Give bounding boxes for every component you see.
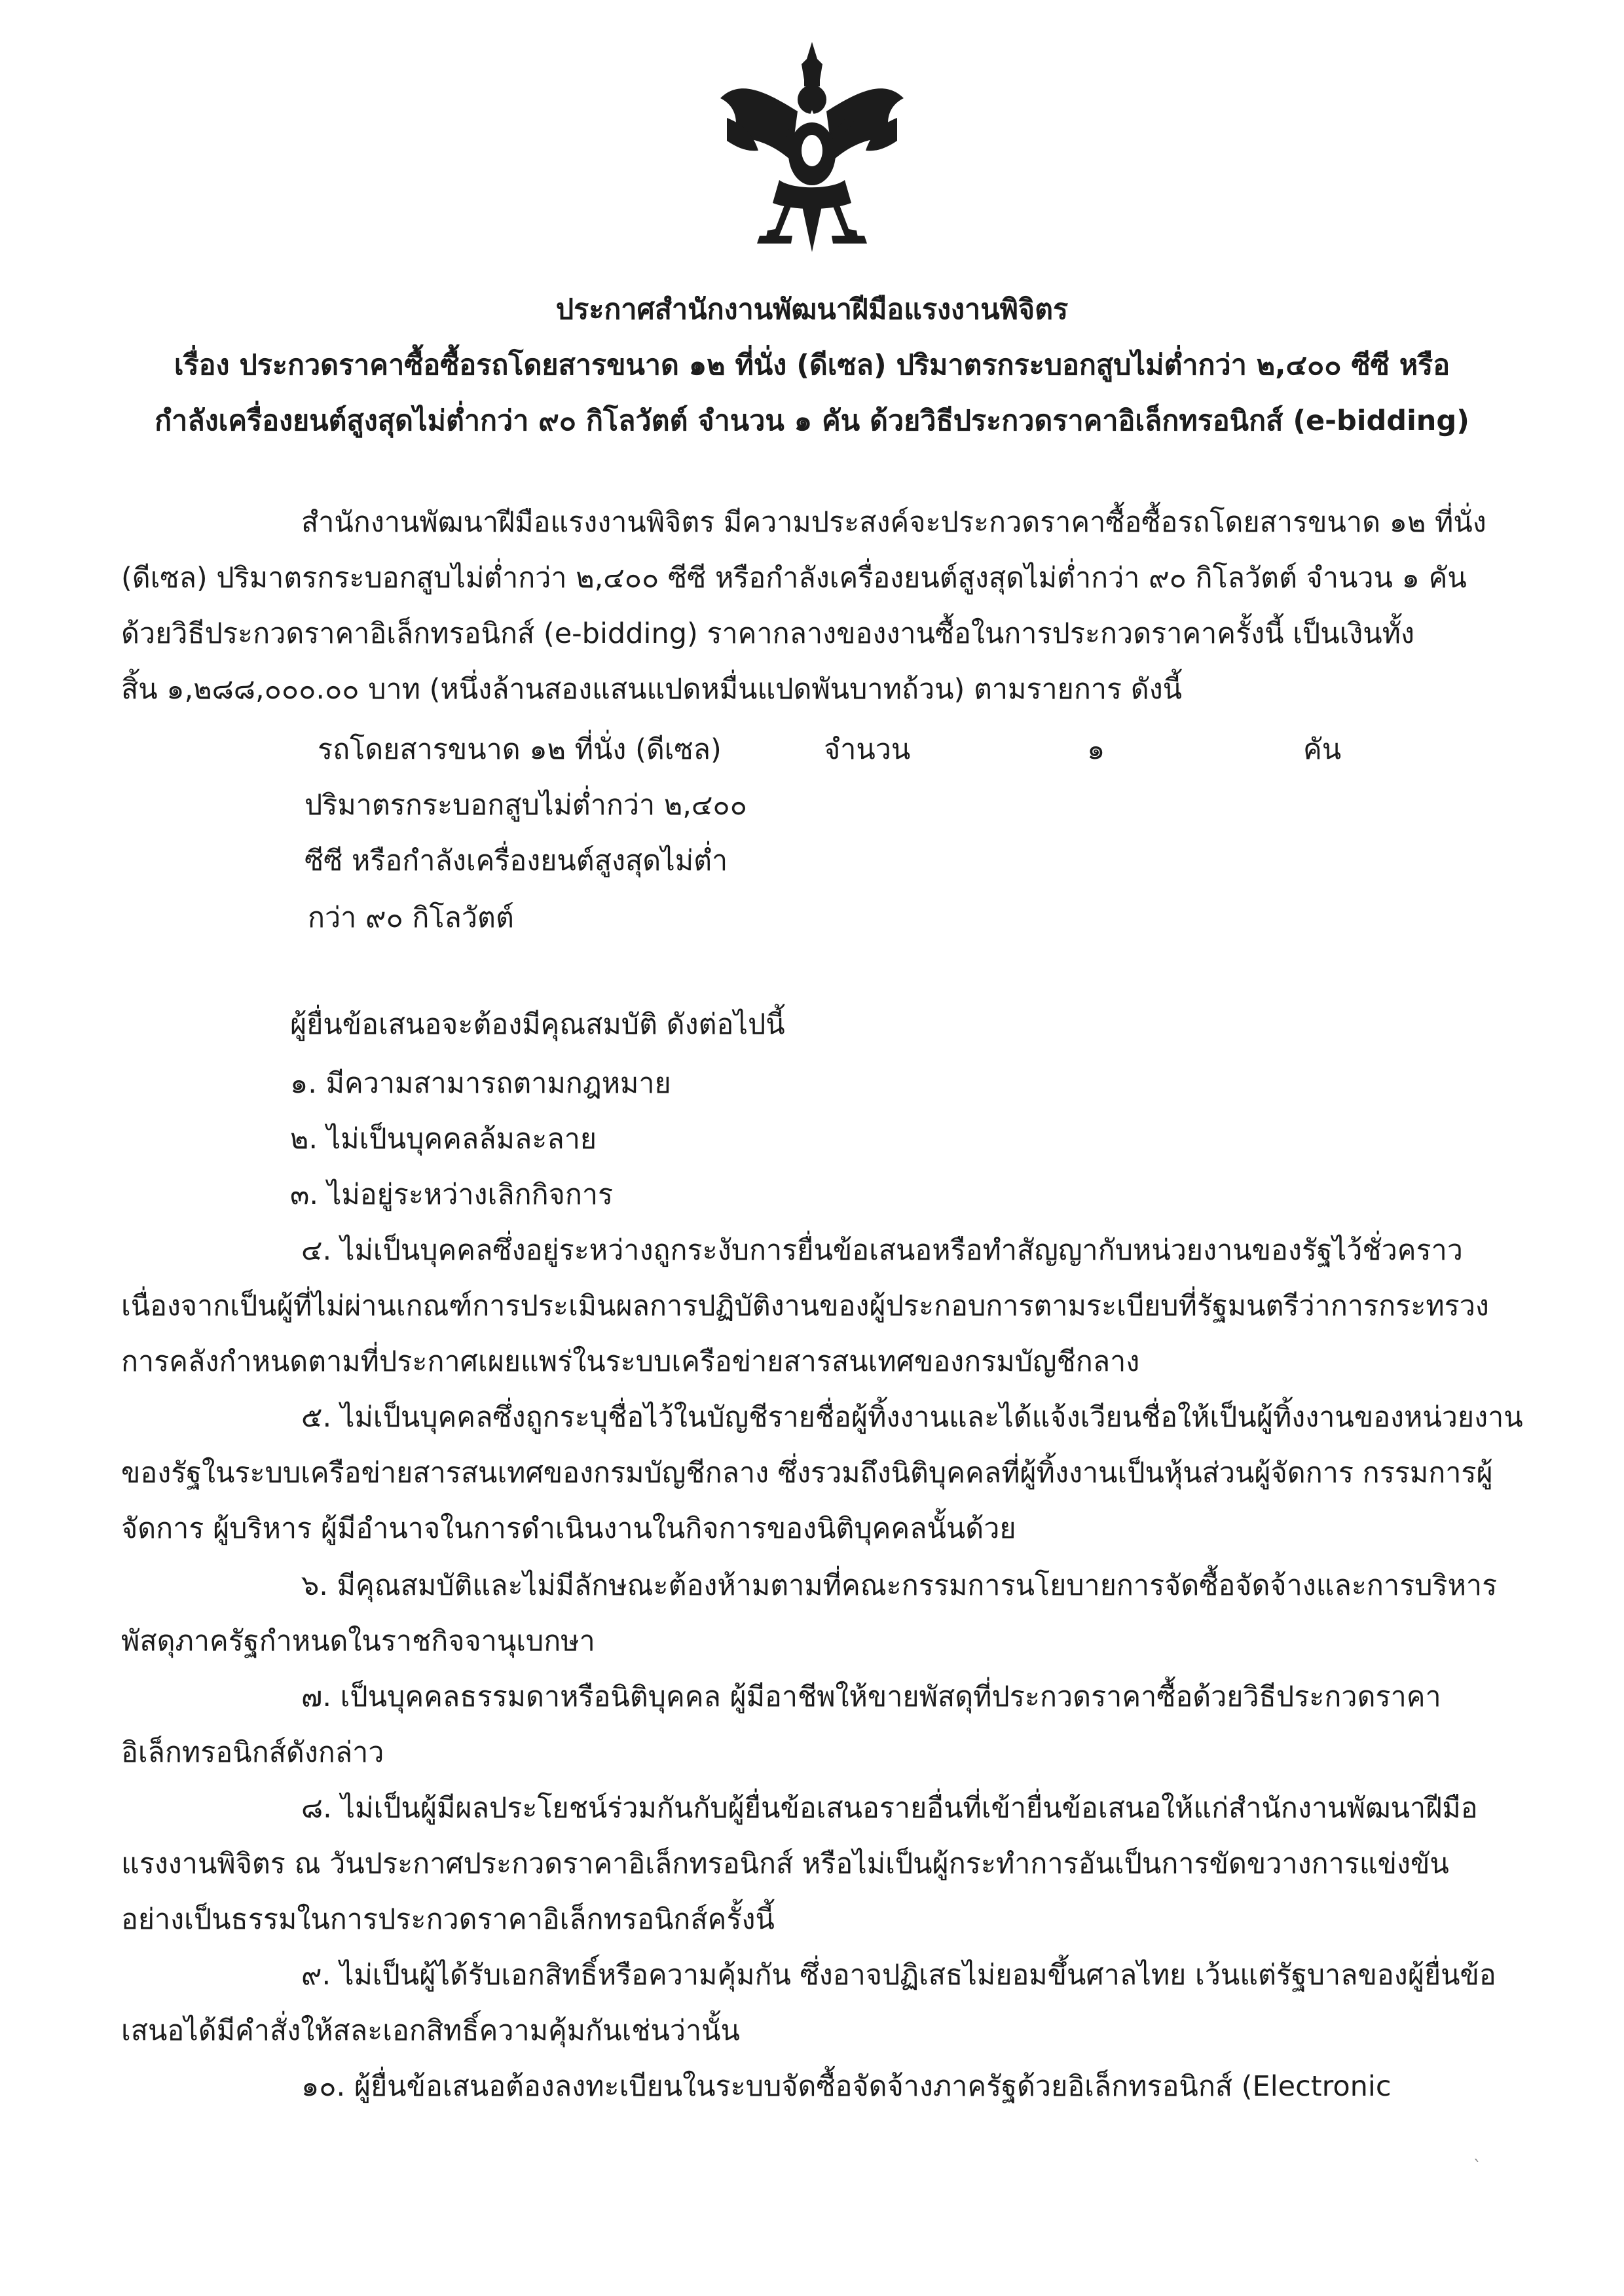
qualification-item: ๑๐. ผู้ยื่นข้อเสนอต้องลงทะเบียนในระบบจัดซื้อจัดจ้างภาครัฐด้วยอิเล็กทรอนิกส์ (Electronic: [301, 2070, 1392, 2103]
item-quantity: ๑: [1087, 733, 1105, 766]
qualification-item: ๕. ไม่เป็นบุคคลซึ่งถูกระบุชื่อไว้ในบัญชีรายชื่อผู้ทิ้งงานและได้แจ้งเวียนชื่อให้เป็นผู้ทิ้งงานของหน่วยงาน: [301, 1401, 1523, 1434]
qualification-item: ๗. เป็นบุคคลธรรมดาหรือนิติบุคคล ผู้มีอาชีพให้ขายพัสดุที่ประกวดราคาซื้อด้วยวิธีประกวดราคา: [301, 1681, 1441, 1713]
item-quantity-label: จำนวน: [824, 733, 911, 766]
intro-line: สำนักงานพัฒนาฝีมือแรงงานพิจิตร มีความประสงค์จะประกวดราคาซื้อซื้อรถโดยสารขนาด ๑๒ ที่นั่ง: [301, 506, 1486, 539]
subject-line-1: เรื่อง ประกวดราคาซื้อซื้อรถโดยสารขนาด ๑๒ ที่นั่ง (ดีเซล) ปริมาตรกระบอกสูบไม่ต่ำกว่า ๒,๔๐๐ ซีซี หรือ: [174, 349, 1450, 382]
item-description: ปริมาตรกระบอกสูบไม่ต่ำกว่า ๒,๔๐๐: [304, 789, 747, 822]
subject-line-2: กำลังเครื่องยนต์สูงสุดไม่ต่ำกว่า ๙๐ กิโลวัตต์ จำนวน ๑ คัน ด้วยวิธีประกวดราคาอิเล็กทรอนิกส์ (e-bidding): [155, 405, 1469, 437]
qualification-line: จัดการ ผู้บริหาร ผู้มีอำนาจในการดำเนินงานในกิจการของนิติบุคคลนั้นด้วย: [121, 1512, 1016, 1545]
qualification-line: เสนอได้มีคำสั่งให้สละเอกสิทธิ์ความคุ้มกันเช่นว่านั้น: [121, 2014, 740, 2047]
intro-line: ด้วยวิธีประกวดราคาอิเล็กทรอนิกส์ (e-bidding) ราคากลางของงานซื้อในการประกวดราคาครั้งนี้ เป็นเงินทั้ง: [121, 617, 1415, 650]
qualification-line: การคลังกำหนดตามที่ประกาศเผยแพร่ในระบบเครือข่ายสารสนเทศของกรมบัญชีกลาง: [121, 1345, 1140, 1378]
qualification-line: เนื่องจากเป็นผู้ที่ไม่ผ่านเกณฑ์การประเมินผลการปฏิบัติงานของผู้ประกอบการตามระเบียบที่รัฐมนตรีว่าการกระทรวง: [121, 1290, 1489, 1322]
intro-line: สิ้น ๑,๒๘๘,๐๐๐.๐๐ บาท (หนึ่งล้านสองแสนแปดหมื่นแปดพันบาทถ้วน) ตามรายการ ดังนี้: [121, 673, 1183, 706]
qualification-line: พัสดุภาครัฐกำหนดในราชกิจจานุเบกษา: [121, 1625, 595, 1658]
qualification-line: ของรัฐในระบบเครือข่ายสารสนเทศของกรมบัญชีกลาง ซึ่งรวมถึงนิติบุคคลที่ผู้ทิ้งงานเป็นหุ้นส่วนผู้จัดการ กรรมการผู้: [121, 1457, 1493, 1489]
qualification-item: ๖. มีคุณสมบัติและไม่มีลักษณะต้องห้ามตามที่คณะกรรมการนโยบายการจัดซื้อจัดจ้างและการบริหาร: [301, 1569, 1498, 1602]
qualification-line: อย่างเป็นธรรมในการประกวดราคาอิเล็กทรอนิกส์ครั้งนี้: [121, 1903, 775, 1936]
item-description: รถโดยสารขนาด ๑๒ ที่นั่ง (ดีเซล): [318, 733, 722, 766]
item-description: กว่า ๙๐ กิโลวัตต์: [308, 902, 514, 934]
qualification-line: แรงงานพิจิตร ณ วันประกาศประกวดราคาอิเล็กทรอนิกส์ หรือไม่เป็นผู้กระทำการอันเป็นการขัดขวางการแข่งขัน: [121, 1848, 1449, 1880]
qualification-item: ๑. มีความสามารถตามกฎหมาย: [290, 1067, 671, 1100]
item-description: ซีซี หรือกำลังเครื่องยนต์สูงสุดไม่ต่ำ: [304, 845, 728, 877]
announcement-title: ประกาศสำนักงานพัฒนาฝีมือแรงงานพิจิตร: [555, 293, 1069, 326]
garuda-emblem-icon: [714, 39, 910, 255]
scan-speck: `: [1473, 2157, 1481, 2176]
intro-line: (ดีเซล) ปริมาตรกระบอกสูบไม่ต่ำกว่า ๒,๔๐๐ ซีซี หรือกำลังเครื่องยนต์สูงสุดไม่ต่ำกว่า ๙๐ กิโลวัตต์ จำนวน ๑ คัน: [121, 562, 1467, 594]
qualification-item: ๔. ไม่เป็นบุคคลซึ่งอยู่ระหว่างถูกระงับการยื่นข้อเสนอหรือทำสัญญากับหน่วยงานของรัฐไว้ชั่วคราว: [301, 1234, 1463, 1267]
qualification-line: อิเล็กทรอนิกส์ดังกล่าว: [121, 1736, 384, 1769]
qualification-item: ๘. ไม่เป็นผู้มีผลประโยชน์ร่วมกันกับผู้ยื่นข้อเสนอรายอื่นที่เข้ายื่นข้อเสนอให้แก่สำนักงานพัฒนาฝีมือ: [301, 1792, 1478, 1825]
qualification-item: ๙. ไม่เป็นผู้ได้รับเอกสิทธิ์หรือความคุ้มกัน ซึ่งอาจปฏิเสธไม่ยอมขึ้นศาลไทย เว้นแต่รัฐบาลของผู้ยื่นข้อ: [301, 1959, 1496, 1992]
qualification-item: ๒. ไม่เป็นบุคคลล้มละลาย: [290, 1123, 597, 1156]
qualification-item: ๓. ไม่อยู่ระหว่างเลิกกิจการ: [290, 1178, 614, 1211]
qualifications-heading: ผู้ยื่นข้อเสนอจะต้องมีคุณสมบัติ ดังต่อไปนี้: [290, 1008, 785, 1041]
item-unit: คัน: [1303, 733, 1342, 766]
